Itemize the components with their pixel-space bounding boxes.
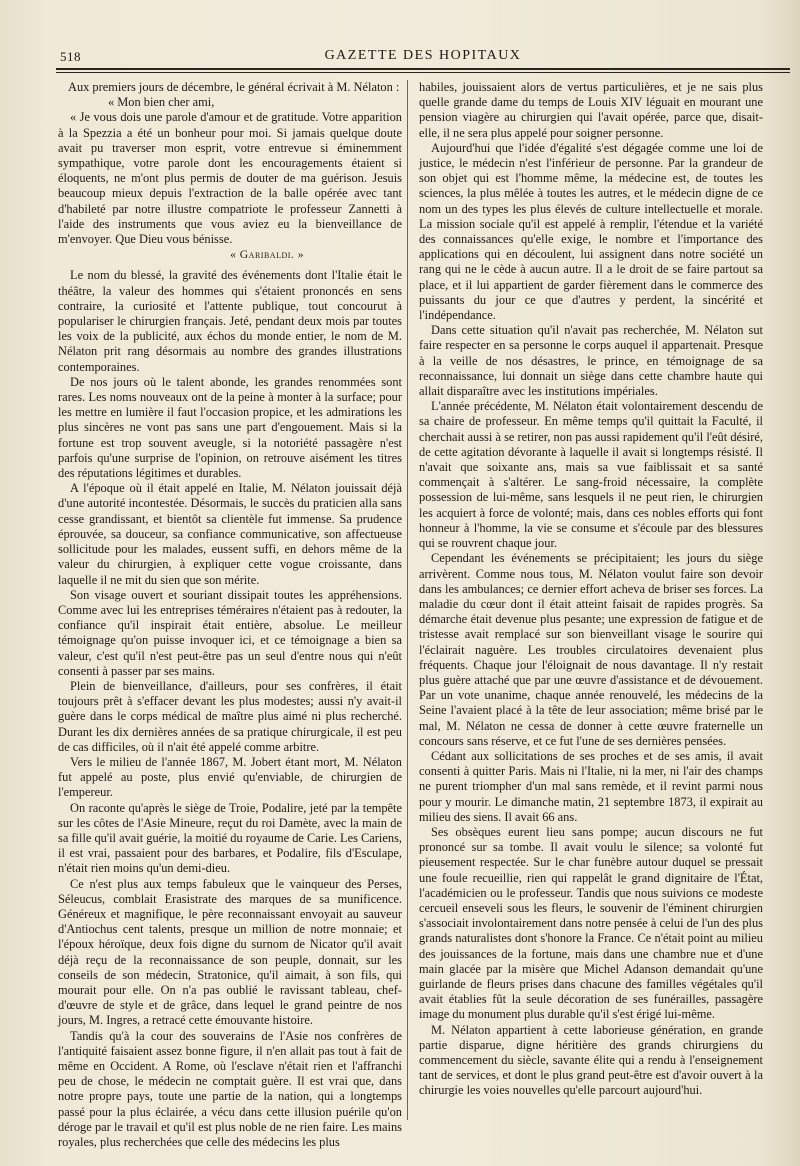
letter-body: « Je vous dois une parole d'amour et de gratitude. Votre apparition à la Spezzia a été un bonheur pour moi. Si jamais quelque doute avait pu traverser mon esprit, votre entrevue si éminemment sympathique, votre parole dont les encouragements étaient si éloquents, ne m'ont plus permis de douter de ma guérison. Jesuis beaucoup mieux depuis l'extraction de la balle opérée avec tant d'habileté par notre illustre compatriote le professeur Zannetti à l'aide des instruments que vous aviez eu la bienveillance de m'envoyer. Que Dieu vous bénisse.	[58, 110, 402, 247]
paragraph: Vers le milieu de l'année 1867, M. Jobert étant mort, M. Nélaton fut appelé au poste, plus envié qu'enviable, de chirurgien de l'empereur.	[58, 754, 402, 800]
letter-salutation: « Mon bien cher ami,	[108, 95, 215, 110]
paragraph: Le nom du blessé, la gravité des événements dont l'Italie était le théâtre, la valeur des hommes qui s'étaient prononcés en sens contraire, la curiosité et l'attente publique, tout concourut à populariser le chirurgien français. Jeté, pendant deux mois par toutes les voix de la publicité, aux échos du monde entier, le nom de M. Nélaton prit rang désormais au nombre des grandes illustrations contemporaines.	[58, 268, 402, 374]
paragraph: A l'époque où il était appelé en Italie, M. Nélaton jouissait déjà d'une autorité incontestée. Désormais, le succès du praticien alla sans cesse grandissant, et bientôt sa clientèle fut immense. Sa prudence éprouvée, sa douceur, sa confiance communicative, son affectueuse sollicitude pour les malades, eussent suffi, en dehors même de la valeur du chirurgien, à expliquer cette vogue croissante, dans laquelle il ne mit du sien que son mérite.	[58, 481, 402, 587]
left-column	[58, 80, 402, 1150]
paragraph: habiles, jouissaient alors de vertus particulières, et je ne sais plus quelle grande dame du temps de Louis XIV léguait en mourant une pension viagère au chirurgien qui l'avait opérée, parce que, disait-elle, il ne sera plus appelé pour soigner personne.	[419, 80, 763, 140]
paragraph: Aujourd'hui que l'idée d'égalité s'est dégagée comme une loi de justice, le médecin n'est l'inférieur de personne. Par la grandeur de son objet qui est l'homme même, la médecine est, de toutes les sciences, la plus mêlée à toutes les autres, et le médecin digne de ce nom un des types les plus élevés de culture intellectuelle et morale. La mission sociale qu'il est appelé à remplir, l'étendue et la variété des connaissances qu'elle exige, le nombre et l'importance des applications qui en découlent, lui assignent dans notre société un rang qui ne le cède à aucun autre. Il a le droit de se faire partout sa place, et il lui appartient de garder fièrement dans le commerce des puissants du jour ce que d'autres y perdent, la sincérité et l'indépendance.	[419, 140, 763, 323]
paragraph: Cependant les événements se précipitaient; les jours du siège arrivèrent. Comme nous tous, M. Nélaton voulut faire son devoir dans les ambulances; ce dernier effort acheva de briser ses forces. La maladie du cœur dont il était atteint faisait de rapides progrès. Sa démarche était devenue plus pesante; une expression de fatigue et de tristesse avait remplacé sur son bienveillant visage le sourire qui l'éclairait naguère. Les troubles circulatoires devenaient plus fréquents. Chaque jour l'éloignait de nous davantage. Il n'y restait plus guère attaché que par une œuvre d'assistance et de dévouement. Par un vote unanime, chaque année renouvelé, les médecins de la Seine l'avaient placé à la tête de leur association; même brisé par le mal, M. Nélaton ne cessa de donner à cette œuvre fraternelle un concours sans réserve, et ce fut l'une de ses dernières pensées.	[419, 551, 763, 748]
paragraph: Aux premiers jours de décembre, le général écrivait à M. Nélaton :	[68, 80, 400, 94]
paragraph: Ce n'est plus aux temps fabuleux que le vainqueur des Perses, Séleucus, comblait Erasistrate des marques de sa munificence. Généreux et magnifique, le père reconnaissant envoyait au sauveur d'Antiochus cent talents, presque un million de notre monnaie; et l'époux héroïque, deux fois digne du surnom de Nicator qu'il avait déjà reçu de la reconnaissance de son peuple, donnait, sur les conseils de son médecin, Stratonice, qu'il aimait, à son fils, qui mourait pour elle. On n'a pas oublié le ravissant tableau, chef-d'œuvre de style et de grâce, dans lequel le grand peintre de nos jours, M. Ingres, a retracé cette émouvante histoire.	[58, 876, 402, 1028]
paragraph: De nos jours où le talent abonde, les grandes renommées sont rares. Les noms nouveaux ont de la peine à monter à la surface; pour les mettre en lumière il faut l'occasion propice, et les admirations les plus sincères ne vont pas sans une part d'engouement. Mais si la fortune est trop souvent aveugle, si la notoriété passagère n'est parfois qu'une surprise de l'opinion, on retrouve aisément les titres des réputations légitimes et durables.	[58, 374, 402, 481]
paragraph: M. Nélaton appartient à cette laborieuse génération, en grande partie disparue, digne héritière des grands chirurgiens du commencement du siècle, savante élite qui a rendu à l'enseignement tant de services, et dont le plus grand peut-être est d'avoir ouvert à la chirurgie les voies nouvelles qu'elle parcourt aujourd'hui.	[419, 1022, 763, 1098]
paragraph: Dans cette situation qu'il n'avait pas recherchée, M. Nélaton sut faire respecter en sa personne le corps auquel il appartenait. Presque à la veille de nos désastres, le prince, en témoignage de sa reconnaissance, lui donnait un siège dans cette chambre haute qui allait disparaître avec les institutions impériales.	[419, 323, 763, 399]
paragraph: L'année précédente, M. Nélaton était volontairement descendu de sa chaire de professeur. En même temps qu'il quittait la Faculté, il cherchait aussi à se retirer, non pas aussi rapidement qu'il l'eût désiré, de cette agitation dévorante à laquelle il avait si longtemps résisté. Il n'avait que soixante ans, mais sa vue faiblissait et sa santé commençait à s'altérer. Le sang-froid nécessaire, la complète possession de lui-même, sans lesquels il ne peut rien, le chirurgien les acquiert à force de volonté; mais, dans ces nobles efforts qui font honneur à l'homme, la vie se consume et s'écoule par des blessures qui se rouvrent chaque jour.	[419, 399, 763, 551]
column-divider	[407, 80, 408, 1120]
page-header	[56, 46, 790, 68]
paragraph: Plein de bienveillance, d'ailleurs, pour ses confrères, il était toujours prêt à s'effacer devant les plus modestes; aussi n'y avait-il guère dans le corps médical de maître plus aimé ni plus recherché. Durant les dix dernières années de sa pratique chirurgicale, il est peu de cas difficiles, où il n'ait été appelé comme arbitre.	[58, 678, 402, 754]
paragraph: Son visage ouvert et souriant dissipait toutes les appréhensions. Comme avec lui les entreprises téméraires n'étaient pas à redouter, la confiance qu'il inspirait était entière, absolue. Le meilleur témoignage qu'on puisse invoquer ici, et ce témoignage a bien sa valeur, c'est qu'il n'est peut-être pas un seul d'entre nous qui n'eût consenti à passer par ses mains.	[58, 587, 402, 678]
paragraph: On raconte qu'après le siège de Troie, Podalire, jeté par la tempête sur les côtes de l'Asie Mineure, reçut du roi Damète, avec la main de sa fille qu'il avait guérie, la moitié du royaume de Carie. Les Cariens, il est vrai, passaient pour des barbares, et Podalire, fils d'Esculape, n'était rien moins qu'un demi-dieu.	[58, 800, 402, 876]
paragraph: Cédant aux sollicitations de ses proches et de ses amis, il avait consenti à quitter Paris. Mais ni l'Italie, ni la mer, ni l'air des champs ne purent triompher d'un mal sans remède, et il revint parmi nous pour y mourir. Le dimanche matin, 21 septembre 1873, il expirait au milieu des siens. Il avait 66 ans.	[419, 748, 763, 824]
running-title: GAZETTE DES HOPITAUX	[324, 48, 522, 63]
letter-signature: « Garibaldi. »	[230, 248, 304, 262]
page-number: 518	[60, 49, 81, 64]
right-column	[419, 80, 763, 1099]
header-rule-thick	[56, 68, 790, 70]
header-rule-thin	[56, 72, 790, 73]
paragraph: Ses obsèques eurent lieu sans pompe; aucun discours ne fut prononcé sur sa tombe. Il avait voulu le silence; sa volonté fut pieusement respectée. Sur le char funèbre autour duquel se pressait une foule recueillie, rien qui rappelât le grand dignitaire de l'État, l'académicien ou le professeur. Tandis que nous suivions ce modeste cercueil enseveli sous les fleurs, le souvenir de l'éminent chirurgien s'associait involontairement dans notre pensée à celui de l'un des plus grands naturalistes dont s'honore la France. Ce n'était point au milieu des jouissances de la fortune, mais dans une chambre nue et d'une main glacée par la misère que Michel Adanson demandait qu'une guirlande de fleurs prises dans chacune des familles végétales qu'il avait établies fût la seule décoration de ses funérailles, passagère image du monument plus durable qu'il s'est érigé lui-même.	[419, 824, 763, 1022]
paragraph: Tandis qu'à la cour des souverains de l'Asie nos confrères de l'antiquité faisaient assez bonne figure, il n'en allait pas tout à fait de même en Occident. A Rome, où l'esclave n'était rien et l'affranchi peu de chose, le médecin ne comptait guère. Il est vrai que, dans notre propre pays, toute une partie de la nation, qui a longtemps passé pour la plus éclairée, a vécu dans cette illusion puérile qu'on déroge par le travail et qu'il est plus noble de ne rien faire. Les mains royales, plus recherchées que celle des médecins les plus	[58, 1028, 402, 1150]
